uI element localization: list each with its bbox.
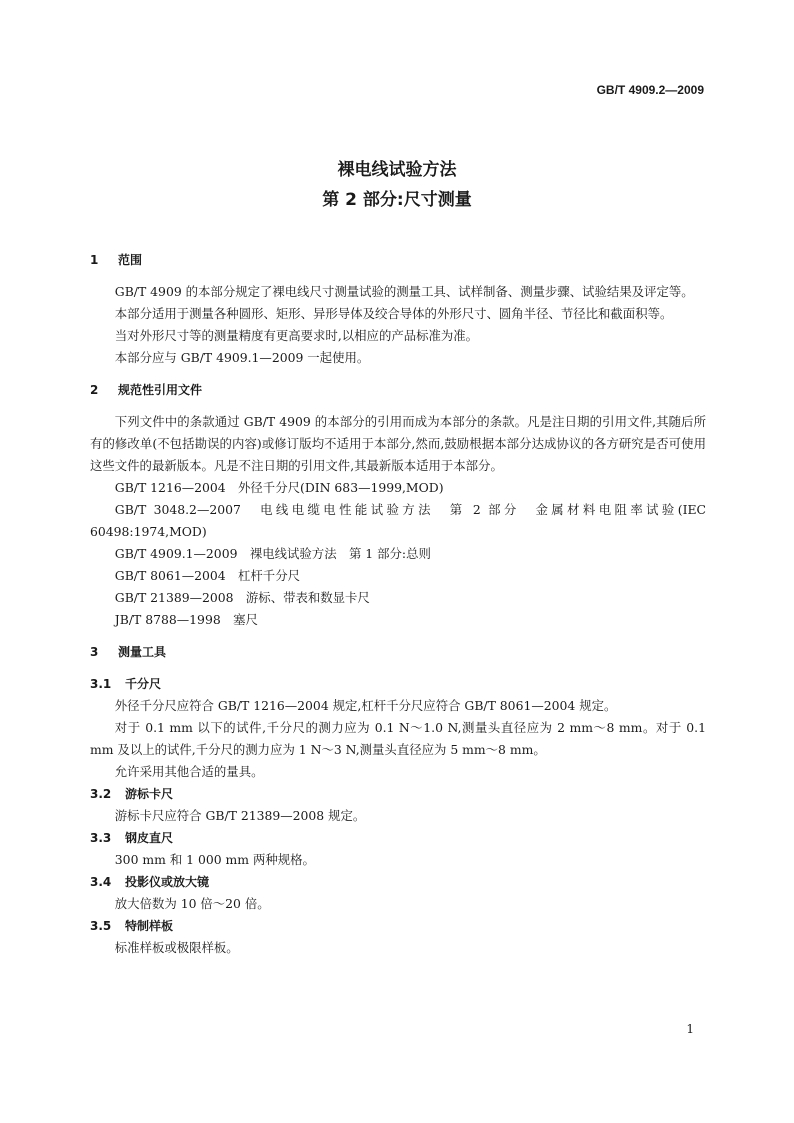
subsection-number: 3.2: [90, 787, 112, 801]
paragraph: 外径千分尺应符合 GB/T 1216—2004 规定,杠杆千分尺应符合 GB/T 8061—2004 规定。: [114, 698, 617, 713]
subsection-number: 3.1: [90, 677, 112, 691]
reference-item: JB/T 8788—1998 塞尺: [114, 612, 258, 627]
paragraph: 对于 0.1 mm 以下的试件,千分尺的测力应为 0.1 N～1.0 N,测量头直径应为 2 mm～8 mm。对于 0.1 mm 及以上的试件,千分尺的测力应为 1 N～3 N,测量头直径应为 5 mm～8 mm。: [90, 720, 706, 757]
reference-item: GB/T 1216—2004 外径千分尺(DIN 683—1999,MOD): [114, 480, 444, 495]
subsection-title: 钢皮直尺: [125, 831, 174, 845]
paragraph: 本部分适用于测量各种圆形、矩形、异形导体及绞合导体的外形尺寸、圆角半径、节径比和截面积等。: [114, 306, 673, 321]
subsection-heading: [90, 871, 706, 893]
document-subtitle: 第 2 部分:尺寸测量: [322, 190, 472, 210]
document-title: 裸电线试验方法: [337, 160, 457, 180]
paragraph: 放大倍数为 10 倍～20 倍。: [114, 896, 270, 911]
subsection-title: 游标卡尺: [125, 787, 174, 801]
section-number: 2: [90, 383, 99, 397]
subsection-number: 3.3: [90, 831, 112, 845]
subsection-number: 3.4: [90, 875, 112, 889]
subsection-title: 特制样板: [125, 919, 174, 933]
subsection-heading: [90, 915, 706, 937]
subsection-heading: [90, 673, 706, 695]
section-number: 3: [90, 645, 99, 659]
document-body: [90, 249, 706, 959]
section-title: 测量工具: [118, 645, 167, 659]
paragraph: 允许采用其他合适的量具。: [114, 764, 264, 779]
reference-item: GB/T 21389—2008 游标、带表和数显卡尺: [114, 590, 370, 605]
section-title: 规范性引用文件: [118, 383, 203, 397]
section-heading: [90, 379, 706, 401]
paragraph: 标准样板或极限样板。: [114, 940, 239, 955]
subsection-number: 3.5: [90, 919, 112, 933]
paragraph: 本部分应与 GB/T 4909.1—2009 一起使用。: [114, 350, 370, 365]
paragraph: 下列文件中的条款通过 GB/T 4909 的本部分的引用而成为本部分的条款。凡是注日期的引用文件,其随后所有的修改单(不包括勘误的内容)或修订版均不适用于本部分,然而,鼓励根据本部分达成协议的各方研究是否可使用这些文件的最新版本。凡是不注日期的引用文件,其最新版本适用于本部分。: [90, 414, 706, 473]
subsection-heading: [90, 783, 706, 805]
paragraph: 游标卡尺应符合 GB/T 21389—2008 规定。: [114, 808, 366, 823]
subsection-title: 千分尺: [125, 677, 162, 691]
section-number: 1: [90, 253, 99, 267]
subsection-title: 投影仪或放大镜: [125, 875, 210, 889]
section-heading: [90, 641, 706, 663]
paragraph: 当对外形尺寸等的测量精度有更高要求时,以相应的产品标准为准。: [114, 328, 479, 343]
paragraph: GB/T 4909 的本部分规定了裸电线尺寸测量试验的测量工具、试样制备、测量步骤、试验结果及评定等。: [114, 284, 694, 299]
reference-item: GB/T 8061—2004 杠杆千分尺: [114, 568, 300, 583]
paragraph: 300 mm 和 1 000 mm 两种规格。: [114, 852, 315, 867]
section-title: 范围: [118, 253, 143, 267]
reference-item: GB/T 4909.1—2009 裸电线试验方法 第 1 部分:总则: [114, 546, 431, 561]
page-number: 1: [686, 1022, 694, 1036]
reference-item: GB/T 3048.2—2007 电线电缆电性能试验方法 第 2 部分 金属材料电阻率试验(IEC 60498:1974,MOD): [90, 502, 706, 539]
subsection-heading: [90, 827, 706, 849]
standard-number: GB/T 4909.2—2009: [596, 83, 704, 97]
section-heading: [90, 249, 706, 271]
